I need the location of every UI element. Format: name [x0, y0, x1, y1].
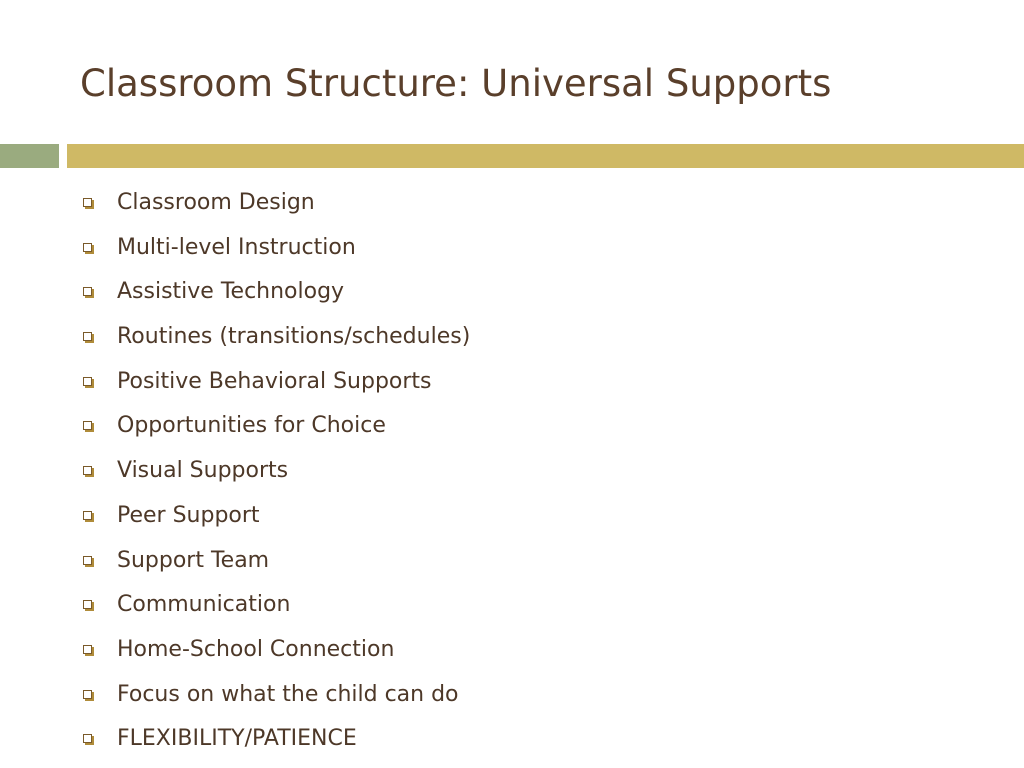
bullet-item	[81, 539, 470, 584]
square-bullet-icon	[83, 556, 92, 565]
bullet-text: Communication	[117, 592, 291, 618]
square-bullet-icon	[83, 243, 92, 252]
square-bullet-icon	[83, 690, 92, 699]
bullet-item	[81, 494, 470, 539]
slide-title: Classroom Structure: Universal Supports	[80, 62, 832, 105]
bullet-text: Multi-level Instruction	[117, 234, 356, 260]
accent-bar-green	[0, 144, 59, 168]
bullet-item	[81, 181, 470, 226]
bullet-item	[81, 583, 470, 628]
bullet-item	[81, 360, 470, 405]
bullet-item	[81, 717, 470, 762]
bullet-item	[81, 449, 470, 494]
square-bullet-icon	[83, 466, 92, 475]
square-bullet-icon	[83, 511, 92, 520]
bullet-text: Support Team	[117, 547, 270, 573]
accent-bar-gold	[67, 144, 1024, 168]
bullet-item	[81, 404, 470, 449]
bullet-item	[81, 270, 470, 315]
square-bullet-icon	[83, 198, 92, 207]
bullet-text: Opportunities for Choice	[117, 413, 386, 439]
bullet-text: Focus on what the child can do	[117, 681, 459, 707]
bullet-text: Positive Behavioral Supports	[117, 368, 432, 394]
bullet-text: Peer Support	[117, 502, 260, 528]
square-bullet-icon	[83, 600, 92, 609]
bullet-item	[81, 226, 470, 271]
square-bullet-icon	[83, 332, 92, 341]
bullet-text: Visual Supports	[117, 458, 289, 484]
square-bullet-icon	[83, 734, 92, 743]
square-bullet-icon	[83, 645, 92, 654]
bullet-text: Assistive Technology	[117, 279, 345, 305]
bullet-text: Classroom Design	[117, 190, 315, 215]
bullet-text: FLEXIBILITY/PATIENCE	[117, 726, 357, 752]
bullet-item	[81, 628, 470, 673]
bullet-text: Routines (transitions/schedules)	[117, 324, 471, 350]
square-bullet-icon	[83, 377, 92, 386]
bullet-item	[81, 315, 470, 360]
square-bullet-icon	[83, 287, 92, 296]
square-bullet-icon	[83, 421, 92, 430]
bullet-list	[81, 181, 470, 762]
bullet-text: Home-School Connection	[117, 636, 395, 662]
bullet-item	[81, 673, 470, 718]
